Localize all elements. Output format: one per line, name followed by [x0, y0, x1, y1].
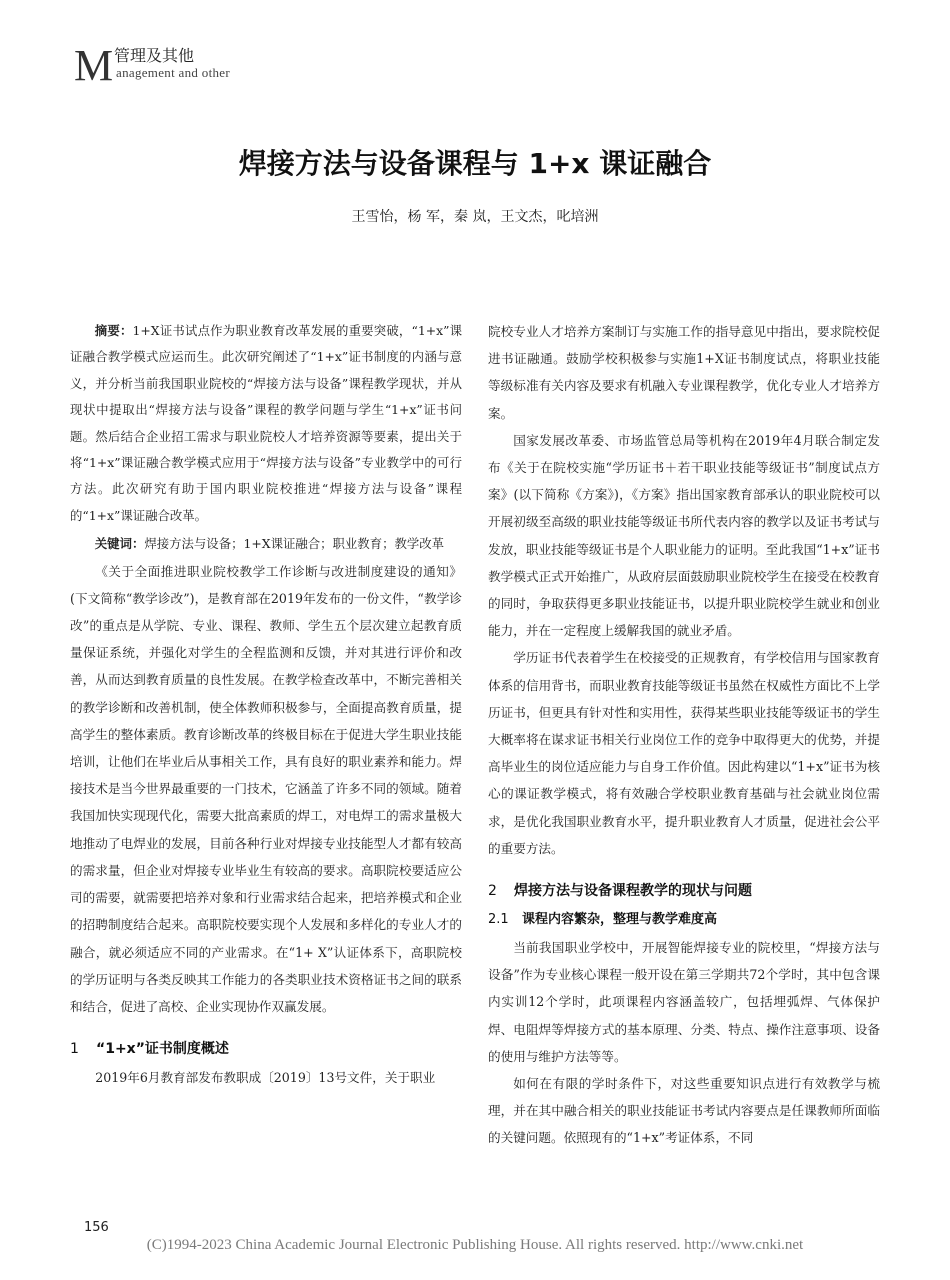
page-number: 156 — [84, 1220, 109, 1235]
keywords-label: 关键词： — [94, 536, 145, 552]
body-paragraph: 院校专业人才培养方案制订与实施工作的指导意见中指出，要求院校促进书证融通。鼓励学校积极参与实施1+X证书制度试点，将职业技能等级标准有关内容及要求有机融入专业课程教学，优化专业人才培养方案。 — [488, 324, 880, 421]
body-paragraph: 国家发展改革委、市场监管总局等机构在2019年4月联合制定发布《关于在院校实施“学历证书＋若干职业技能等级证书”制度试点方案》(以下简称《方案》)，《方案》指出国家教育部承认的职业院校可以开展初级至高级的职业技能等级证书所代表内容的教学以及证书考试与发放，职业技能等级证书是个人职业能力的证明。至此我国“1+x”证书教学模式正式开始推广，从政府层面鼓励职业院校学生在接受在校教育的同时，争取获得更多职业技能证书，以提升职业院校学生就业和创业能力，并在一定程度上缓解我国的就业矛盾。 — [488, 432, 880, 639]
left-column — [70, 318, 462, 1091]
article-authors: 王雪怡，杨 军，秦 岚，王文杰，叱培洲 — [351, 209, 599, 225]
abstract-text: 1+X证书试点作为职业教育改革发展的重要突破，“1+x”课证融合教学模式应运而生。此次研究阐述了“1+x”证书制度的内涵与意义，并分析当前我国职业院校的“焊接方法与设备”课程教学现状，并从现状中提取出“焊接方法与设备”课程的教学问题与学生“1+x”证书问题。然后结合企业招工需求与职业院校人才培养资源等要素，提出关于将“1+x”课证融合教学模式应用于“焊接方法与设备”专业教学中的可行方法。此次研究有助于国内职业院校推进“焊接方法与设备”课程的“1+x”课证融合改革。 — [70, 323, 462, 523]
subsection-number: 2.1 — [488, 912, 509, 928]
keywords — [70, 531, 462, 557]
article-title: 焊接方法与设备课程与 1+x 课证融合 — [238, 147, 712, 180]
header-section-cn: 管理及其他 — [114, 46, 195, 65]
body-paragraph: 《关于全面推进职业院校教学工作诊断与改进制度建设的通知》(下文简称“教学诊改”)，是教育部在2019年发布的一份文件，“教学诊改”的重点是从学院、专业、课程、教师、学生五个层次建立起教育质量保证系统，并强化对学生的全程监测和反馈，并对其进行评价和改善，从而达到教育质量的良性发展。在教学检查改革中，不断完善相关的教学诊断和改善机制，使全体教师积极参与，全面提高教育质量，提高学生的整体素质。教育诊断改革的终极目标在于促进大学生职业技能培训，让他们在毕业后从事相关工作，具有良好的职业素养和能力。焊接技术是当今世界最重要的一门技术，它涵盖了许多不同的领域。随着我国加快实现现代化，需要大批高素质的焊工，对电焊工的需求量极大地推动了电焊业的发展，目前各种行业对焊接专业技能型人才都有较高的需求量，但企业对焊接专业毕业生有较高的要求。高职院校要适应公司的需要，就需要把培养对象和行业需求结合起来，把培养模式和企业的招聘制度结合起来。高职院校要实现个人发展和多样化的专业人才的融合，就必须适应不同的产业需求。在“1+ X”认证体系下，高职院校的学历证明与各类反映其工作能力的各类职业技术资格证书之间的联系和结合，促进了高校、企业实现协作双赢发展。 — [70, 563, 462, 1014]
header-section-en: anagement and other — [116, 65, 230, 80]
body-paragraph: 如何在有限的学时条件下，对这些重要知识点进行有效教学与梳理，并在其中融合相关的职业技能证书考试内容要点是任课教师所面临的关键问题。依照现有的“1+x”考证体系，不同 — [488, 1076, 880, 1146]
section-heading-1 — [70, 1034, 462, 1064]
body-paragraph: 学历证书代表着学生在校接受的正规教育，有学校信用与国家教育体系的信用背书，而职业教育技能等级证书虽然在权威性方面比不上学历证书，但更具有针对性和实用性，获得某些职业技能等级证书的学生大概率将在谋求证书相关行业岗位工作的竞争中取得更大的优势，并提高毕业生的岗位适应能力与自身工作价值。因此构建以“1+x”证书为核心的课证教学模式，将有效融合学校职业教育基础与社会就业岗位需求，是优化我国职业教育水平，提升职业教育人才质量，促进社会公平的重要方法。 — [488, 650, 880, 856]
subsection-title: 课程内容繁杂，整理与教学难度高 — [522, 912, 718, 928]
header-logo-letter: M — [74, 41, 114, 90]
section-number: 1 — [70, 1041, 79, 1058]
body-paragraph: 当前我国职业学校中，开展智能焊接专业的院校里，“焊接方法与设备”作为专业核心课程一般开设在第三学期共72个学时，其中包含课内实训12个学时，此项课程内容涵盖较广，包括埋弧焊、气体保护焊、电阻焊等焊接方式的基本原理、分类、特点、操作注意事项、设备的使用与维护方法等等。 — [488, 940, 880, 1064]
section-title: 焊接方法与设备课程教学的现状与问题 — [514, 883, 752, 900]
section-number: 2 — [488, 883, 497, 900]
body-paragraph: 2019年6月教育部发布教职成〔2019〕13号文件，关于职业 — [95, 1070, 436, 1086]
section-title: “1+x”证书制度概述 — [96, 1041, 229, 1058]
section-heading-2 — [488, 876, 880, 906]
abstract — [70, 318, 462, 529]
abstract-label: 摘要： — [94, 323, 133, 338]
right-column — [488, 318, 880, 1152]
keywords-text: 焊接方法与设备；1+X课证融合；职业教育；教学改革 — [144, 536, 445, 552]
copyright-footer: (C)1994-2023 China Academic Journal Electronic Publishing House. All rights reserved. http://www.cnki.net — [146, 1237, 804, 1253]
subsection-heading-2-1 — [488, 906, 880, 934]
